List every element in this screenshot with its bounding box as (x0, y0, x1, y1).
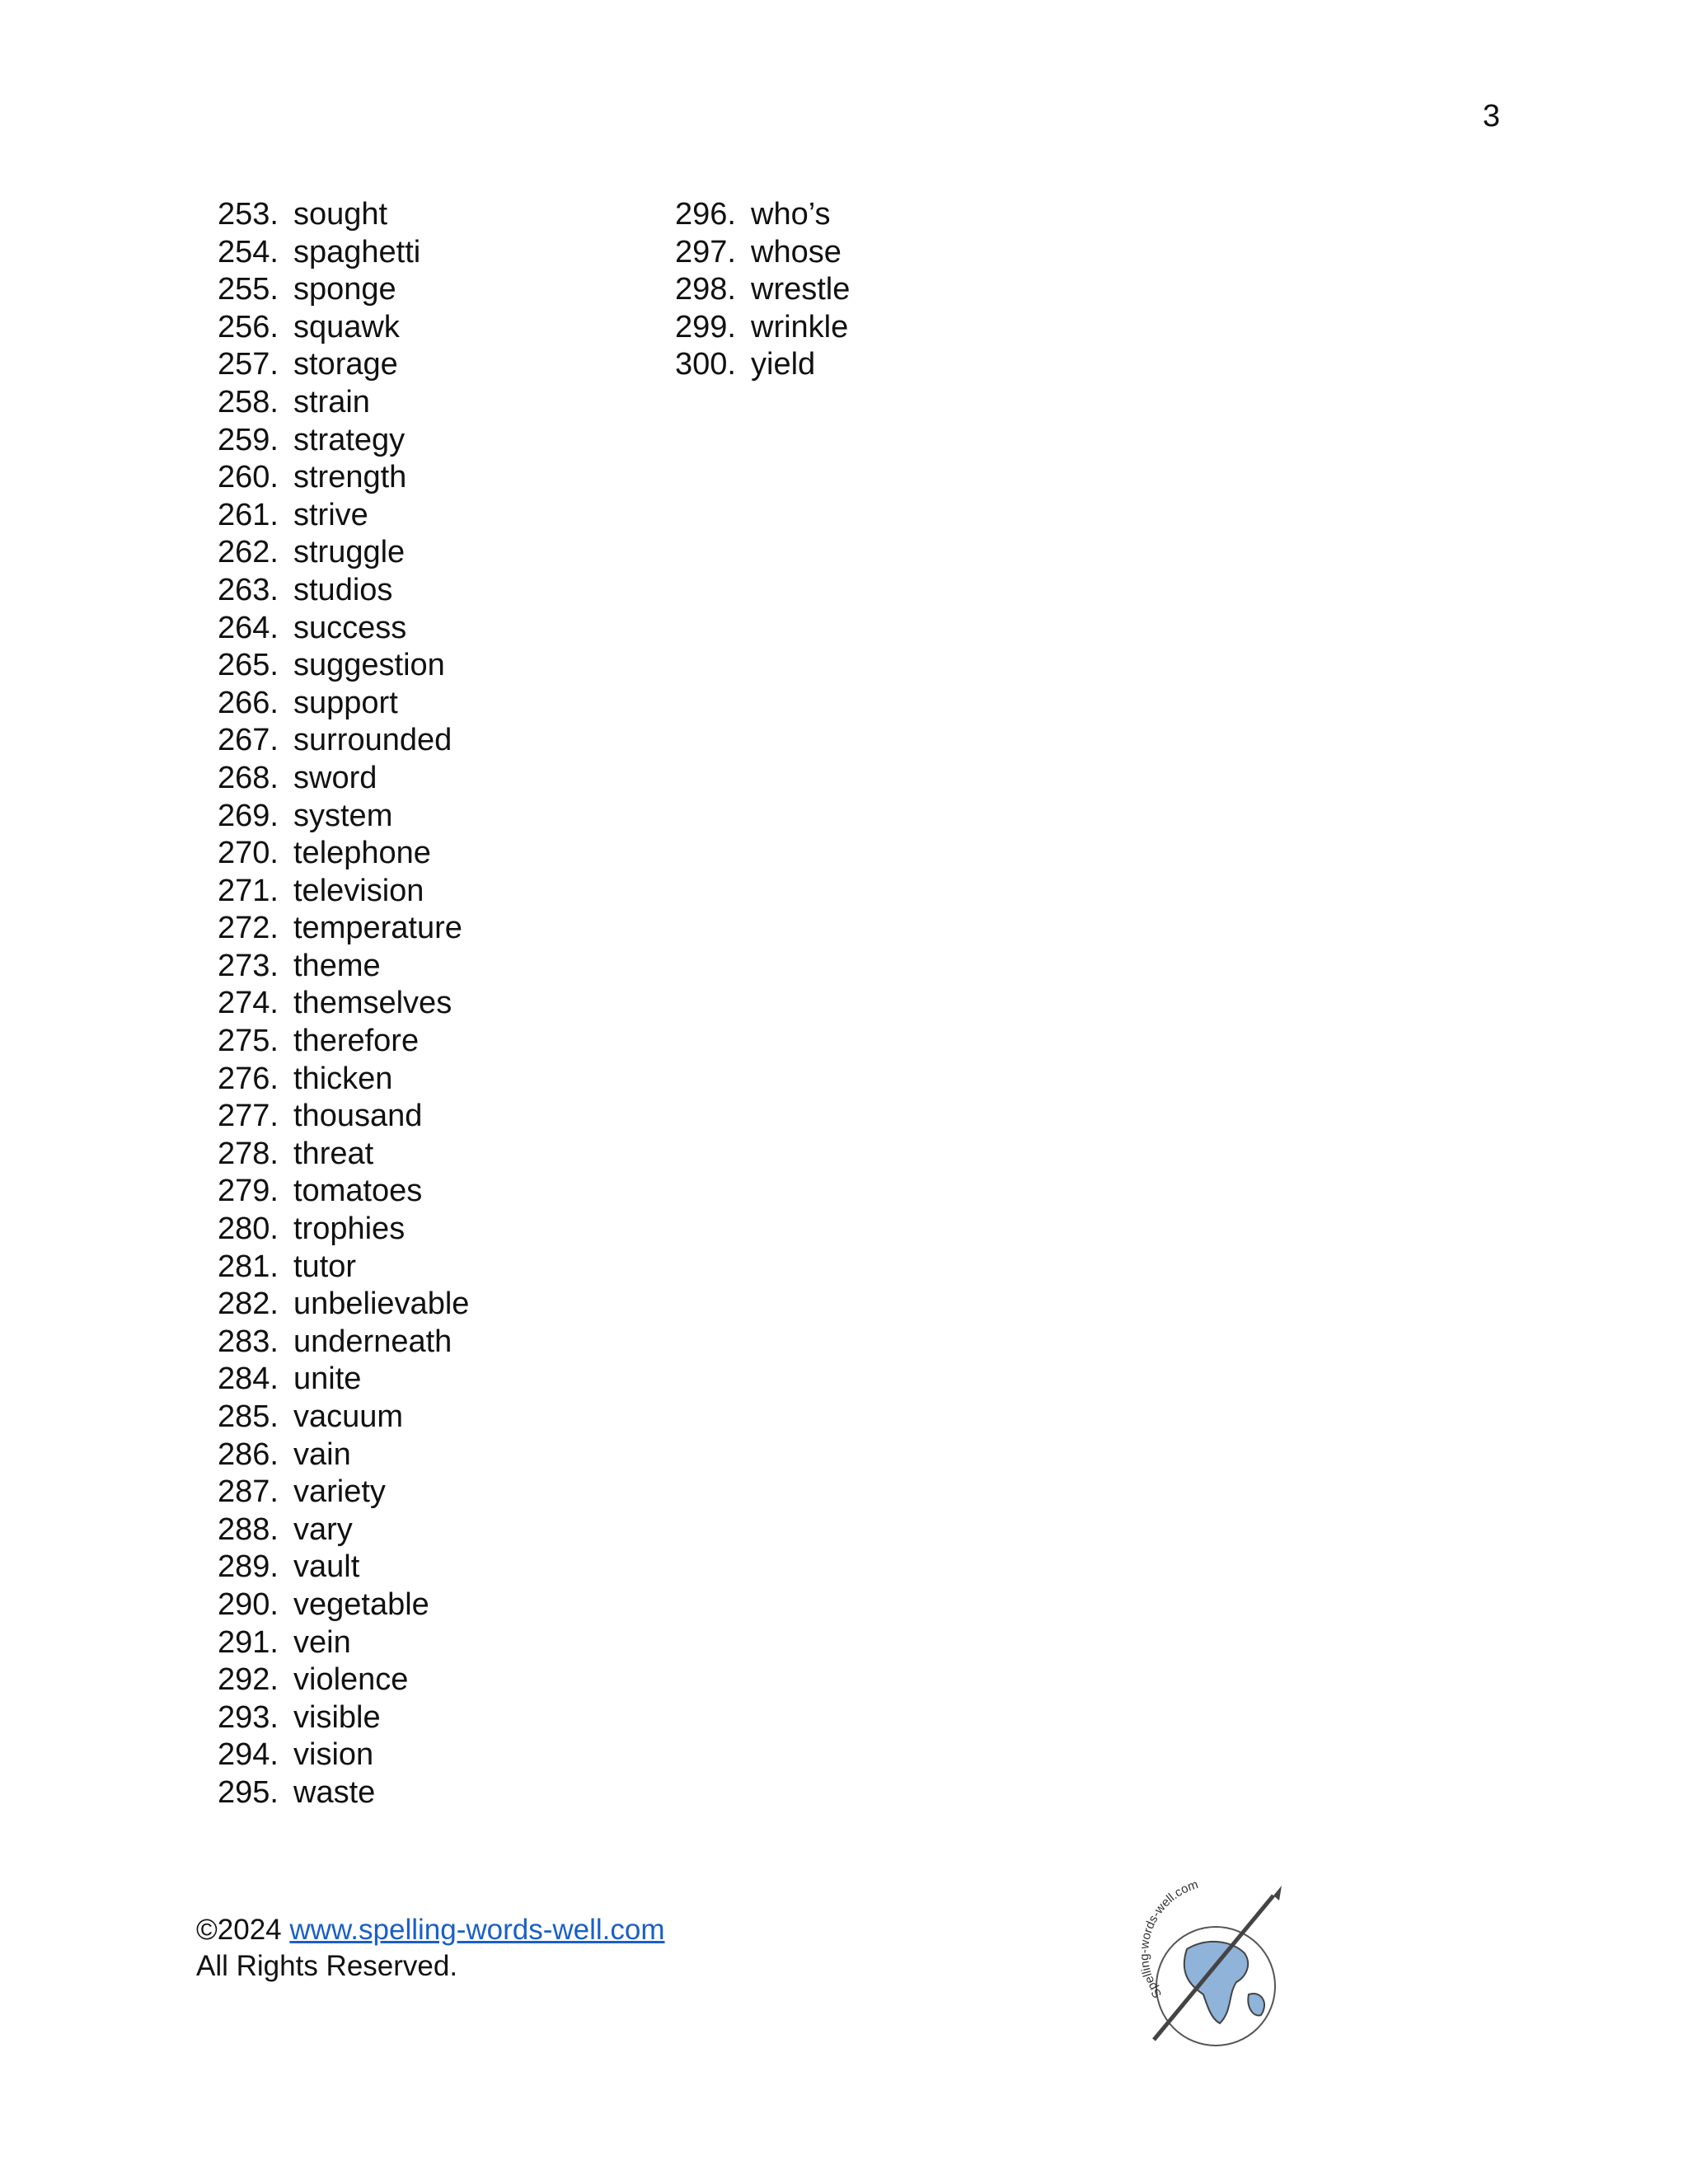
item-number: 275. (218, 1024, 279, 1059)
item-number: 288. (218, 1511, 279, 1547)
list-item (198, 1399, 469, 1436)
list-item (198, 422, 469, 460)
item-number: 294. (218, 1737, 279, 1773)
list-item (198, 459, 469, 497)
item-word: themselves (293, 986, 452, 1021)
item-number: 295. (218, 1774, 279, 1810)
item-word: thicken (293, 1061, 393, 1096)
item-word: vacuum (293, 1399, 404, 1434)
item-word: vision (293, 1737, 374, 1773)
item-number: 283. (218, 1324, 279, 1359)
item-number: 271. (218, 873, 279, 908)
list-item (198, 1136, 469, 1174)
list-item (655, 346, 850, 384)
list-item (198, 760, 469, 798)
item-number: 257. (218, 347, 279, 382)
item-word: temperature (293, 911, 462, 946)
item-number: 258. (218, 384, 279, 419)
item-word: strive (293, 497, 368, 532)
item-word: sponge (293, 272, 396, 307)
list-item (198, 948, 469, 986)
item-word: yield (751, 347, 816, 382)
item-word: success (293, 610, 407, 645)
item-word: unite (293, 1361, 362, 1397)
list-item (198, 1286, 469, 1324)
item-number: 255. (218, 272, 279, 307)
item-word: tutor (293, 1249, 357, 1284)
item-word: wrinkle (751, 309, 849, 344)
item-number: 264. (218, 610, 279, 645)
footer (196, 1912, 665, 1985)
item-word: tomatoes (293, 1174, 423, 1209)
item-number: 254. (218, 234, 279, 269)
list-item (198, 873, 469, 911)
item-word: whose (751, 234, 842, 269)
item-word: sword (293, 760, 377, 795)
list-item (198, 271, 469, 309)
list-item (198, 1549, 469, 1586)
list-item (198, 610, 469, 648)
list-item (198, 835, 469, 873)
word-list-right (655, 196, 850, 384)
page-number: 3 (1482, 99, 1500, 134)
item-number: 253. (218, 197, 279, 232)
item-number: 289. (218, 1549, 279, 1585)
list-item (198, 572, 469, 610)
list-item (198, 1699, 469, 1737)
item-number: 272. (218, 911, 279, 946)
list-item (198, 1661, 469, 1699)
item-number: 282. (218, 1286, 279, 1322)
list-item (198, 309, 469, 347)
item-word: support (293, 685, 398, 720)
list-item (198, 1774, 469, 1812)
list-item (198, 685, 469, 723)
item-word: system (293, 798, 393, 833)
list-item (655, 196, 850, 234)
item-number: 278. (218, 1136, 279, 1171)
item-word: sought (293, 197, 388, 232)
item-word: unbelievable (293, 1286, 470, 1322)
item-word: variety (293, 1474, 386, 1510)
item-word: vain (293, 1436, 351, 1472)
item-word: trophies (293, 1212, 406, 1247)
item-word: who’s (751, 197, 831, 232)
list-item (198, 1324, 469, 1361)
item-number: 265. (218, 648, 279, 683)
list-item (198, 497, 469, 535)
list-item (655, 309, 850, 347)
item-word: studios (293, 572, 393, 607)
item-word: storage (293, 347, 398, 382)
item-number: 285. (218, 1399, 279, 1434)
item-word: vary (293, 1511, 353, 1547)
list-item (198, 910, 469, 948)
list-item (198, 1361, 469, 1399)
list-item (655, 271, 850, 309)
item-word: strength (293, 460, 407, 495)
item-word: television (293, 873, 424, 908)
item-number: 266. (218, 685, 279, 720)
item-word: vegetable (293, 1586, 429, 1622)
item-number: 300. (675, 347, 736, 382)
list-item (198, 346, 469, 384)
list-item (198, 1436, 469, 1474)
item-number: 286. (218, 1436, 279, 1472)
word-list-left (198, 196, 469, 1812)
list-item (198, 534, 469, 572)
globe-pencil-logo-icon (1129, 1871, 1294, 2052)
item-number: 260. (218, 460, 279, 495)
item-word: vault (293, 1549, 360, 1585)
item-word: struggle (293, 535, 406, 570)
list-item (198, 647, 469, 685)
item-number: 270. (218, 836, 279, 871)
item-word: squawk (293, 309, 400, 344)
item-word: telephone (293, 836, 431, 871)
item-number: 263. (218, 572, 279, 607)
item-word: spaghetti (293, 234, 421, 269)
copyright-text: ©2024 (196, 1914, 282, 1946)
item-word: waste (293, 1774, 376, 1810)
list-item (198, 1624, 469, 1662)
item-word: vein (293, 1624, 351, 1660)
list-item (198, 985, 469, 1023)
item-number: 296. (675, 197, 736, 232)
item-number: 273. (218, 948, 279, 983)
item-number: 280. (218, 1212, 279, 1247)
item-word: thousand (293, 1099, 423, 1134)
item-number: 279. (218, 1174, 279, 1209)
item-number: 277. (218, 1099, 279, 1134)
list-item (198, 1023, 469, 1061)
copyright-line (196, 1912, 665, 1948)
item-word: suggestion (293, 648, 445, 683)
list-item (198, 384, 469, 422)
item-number: 262. (218, 535, 279, 570)
list-item (198, 1736, 469, 1774)
item-number: 261. (218, 497, 279, 532)
item-number: 287. (218, 1474, 279, 1510)
item-word: wrestle (751, 272, 851, 307)
list-item (655, 234, 850, 272)
list-item (198, 1249, 469, 1286)
item-word: threat (293, 1136, 374, 1171)
item-number: 269. (218, 798, 279, 833)
item-number: 291. (218, 1624, 279, 1660)
item-word: violence (293, 1662, 409, 1698)
item-word: therefore (293, 1024, 420, 1059)
list-item (198, 1586, 469, 1624)
list-item (198, 722, 469, 760)
list-item (198, 1098, 469, 1136)
list-item (198, 196, 469, 234)
item-number: 267. (218, 723, 279, 758)
item-word: strain (293, 384, 370, 419)
item-number: 274. (218, 986, 279, 1021)
item-number: 281. (218, 1249, 279, 1284)
item-word: visible (293, 1699, 381, 1735)
item-number: 299. (675, 309, 736, 344)
item-number: 268. (218, 760, 279, 795)
item-word: strategy (293, 422, 406, 457)
item-word: theme (293, 948, 381, 983)
item-number: 297. (675, 234, 736, 269)
item-number: 284. (218, 1361, 279, 1397)
list-item (198, 234, 469, 272)
item-number: 293. (218, 1699, 279, 1735)
item-word: underneath (293, 1324, 452, 1359)
list-item (198, 1173, 469, 1211)
rights-text: All Rights Reserved. (196, 1950, 458, 1982)
item-number: 292. (218, 1662, 279, 1698)
item-number: 276. (218, 1061, 279, 1096)
list-item (198, 1474, 469, 1511)
list-item (198, 798, 469, 836)
item-number: 259. (218, 422, 279, 457)
item-number: 290. (218, 1586, 279, 1622)
item-word: surrounded (293, 723, 452, 758)
logo-text: Spelling-words-well.com (1137, 1877, 1200, 2001)
list-item (198, 1211, 469, 1249)
item-number: 256. (218, 309, 279, 344)
list-item (198, 1511, 469, 1549)
website-link[interactable]: www.spelling-words-well.com (289, 1914, 665, 1946)
item-number: 298. (675, 272, 736, 307)
list-item (198, 1061, 469, 1099)
